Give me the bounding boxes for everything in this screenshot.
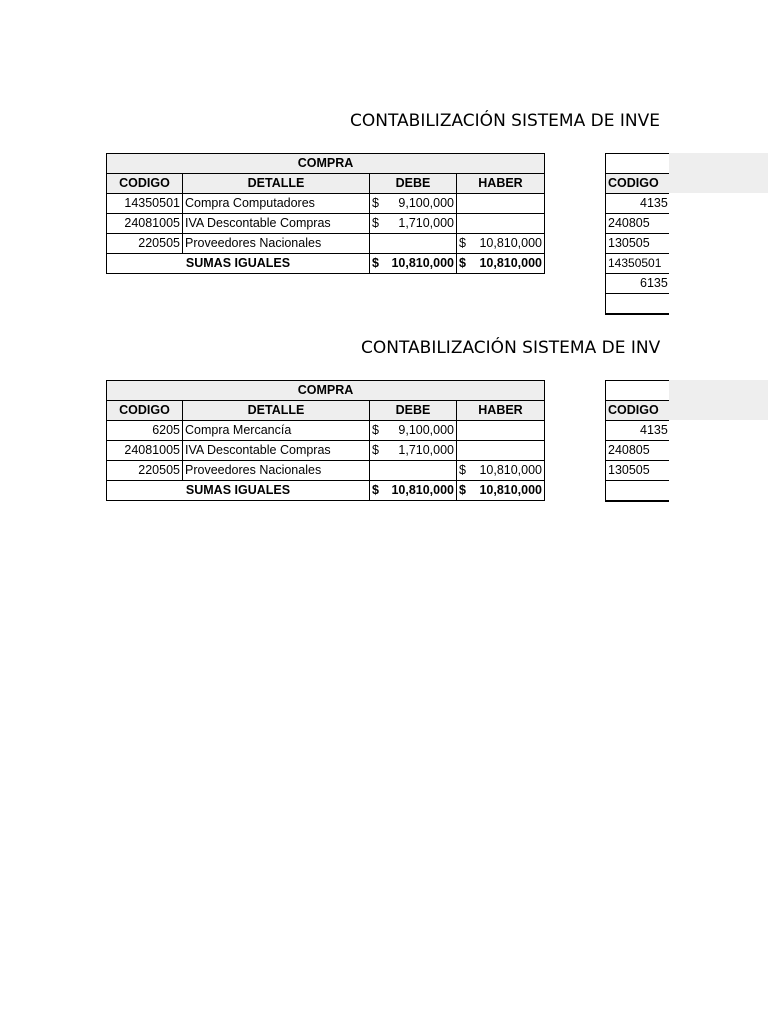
totals-label[interactable]: SUMAS IGUALES (107, 254, 370, 274)
codigo-cell[interactable]: 240805 (606, 214, 670, 234)
codigo-cell[interactable]: 24081005 (107, 441, 183, 461)
haber-cell[interactable] (457, 421, 545, 441)
table-row (107, 214, 545, 234)
column-header-haber: HABER (457, 174, 545, 194)
haber-cell[interactable] (457, 214, 545, 234)
partial-totals-cell[interactable] (606, 481, 670, 502)
currency-symbol: $ (372, 443, 379, 457)
totals-haber-value: 10,810,000 (479, 256, 542, 270)
totals-debe-cell[interactable] (370, 254, 457, 274)
haber-cell[interactable] (457, 441, 545, 461)
totals-row (107, 254, 545, 274)
section1-title: CONTABILIZACIÓN SISTEMA DE INVE (350, 111, 660, 131)
column-header-codigo: CODIGO (606, 401, 670, 421)
debe-cell[interactable] (370, 441, 457, 461)
debe-value: 1,710,000 (398, 443, 454, 457)
table-row (107, 194, 545, 214)
partial-ledger-table-1 (605, 153, 669, 315)
debe-cell[interactable] (370, 234, 457, 254)
totals-label[interactable]: SUMAS IGUALES (107, 481, 370, 501)
column-header-detalle: DETALLE (183, 174, 370, 194)
haber-value: 10,810,000 (479, 236, 542, 250)
table-caption: COMPRA (107, 154, 545, 174)
codigo-cell[interactable]: 4135 (606, 194, 670, 214)
currency-symbol: $ (372, 483, 379, 497)
debe-value: 9,100,000 (398, 196, 454, 210)
codigo-cell[interactable]: 14350501 (107, 194, 183, 214)
codigo-cell[interactable]: 24081005 (107, 214, 183, 234)
currency-symbol: $ (372, 196, 379, 210)
haber-cell[interactable] (457, 194, 545, 214)
partial-ledger-table-2 (605, 380, 669, 502)
detalle-cell[interactable]: Proveedores Nacionales (183, 461, 370, 481)
currency-symbol: $ (372, 256, 379, 270)
totals-row (107, 481, 545, 501)
column-header-debe: DEBE (370, 174, 457, 194)
totals-haber-value: 10,810,000 (479, 483, 542, 497)
detalle-cell[interactable]: IVA Descontable Compras (183, 441, 370, 461)
detalle-cell[interactable]: IVA Descontable Compras (183, 214, 370, 234)
table-row (107, 441, 545, 461)
totals-debe-value: 10,810,000 (391, 483, 454, 497)
totals-debe-cell[interactable] (370, 481, 457, 501)
currency-symbol: $ (459, 236, 466, 250)
column-header-codigo: CODIGO (107, 174, 183, 194)
detalle-cell[interactable]: Compra Mercancía (183, 421, 370, 441)
cut-off-header-fill (669, 153, 768, 193)
column-header-haber: HABER (457, 401, 545, 421)
table-row (107, 461, 545, 481)
totals-haber-cell[interactable] (457, 254, 545, 274)
purchase-ledger-table-2 (106, 380, 545, 501)
codigo-cell[interactable]: 220505 (107, 461, 183, 481)
debe-cell[interactable] (370, 214, 457, 234)
codigo-cell[interactable]: 240805 (606, 441, 670, 461)
codigo-cell[interactable]: 14350501 (606, 254, 670, 274)
debe-value: 1,710,000 (398, 216, 454, 230)
partial-totals-cell[interactable] (606, 294, 670, 315)
codigo-cell[interactable]: 4135 (606, 421, 670, 441)
debe-cell[interactable] (370, 461, 457, 481)
codigo-cell[interactable]: 130505 (606, 461, 670, 481)
column-header-debe: DEBE (370, 401, 457, 421)
codigo-cell[interactable]: 6205 (107, 421, 183, 441)
column-header-codigo: CODIGO (107, 401, 183, 421)
haber-value: 10,810,000 (479, 463, 542, 477)
debe-cell[interactable] (370, 194, 457, 214)
codigo-cell[interactable]: 130505 (606, 234, 670, 254)
haber-cell[interactable] (457, 461, 545, 481)
section2-title: CONTABILIZACIÓN SISTEMA DE INV (361, 338, 661, 358)
column-header-codigo: CODIGO (606, 174, 670, 194)
currency-symbol: $ (459, 256, 466, 270)
currency-symbol: $ (372, 216, 379, 230)
column-header-detalle: DETALLE (183, 401, 370, 421)
currency-symbol: $ (372, 423, 379, 437)
purchase-ledger-table-1 (106, 153, 545, 274)
detalle-cell[interactable]: Compra Computadores (183, 194, 370, 214)
cut-off-header-fill (669, 380, 768, 420)
partial-caption-cell (606, 154, 670, 174)
table-row (107, 421, 545, 441)
currency-symbol: $ (459, 483, 466, 497)
debe-value: 9,100,000 (398, 423, 454, 437)
currency-symbol: $ (459, 463, 466, 477)
totals-haber-cell[interactable] (457, 481, 545, 501)
debe-cell[interactable] (370, 421, 457, 441)
codigo-cell[interactable]: 220505 (107, 234, 183, 254)
table-row (107, 234, 545, 254)
totals-debe-value: 10,810,000 (391, 256, 454, 270)
codigo-cell[interactable]: 6135 (606, 274, 670, 294)
table-caption: COMPRA (107, 381, 545, 401)
detalle-cell[interactable]: Proveedores Nacionales (183, 234, 370, 254)
haber-cell[interactable] (457, 234, 545, 254)
partial-caption-cell (606, 381, 670, 401)
